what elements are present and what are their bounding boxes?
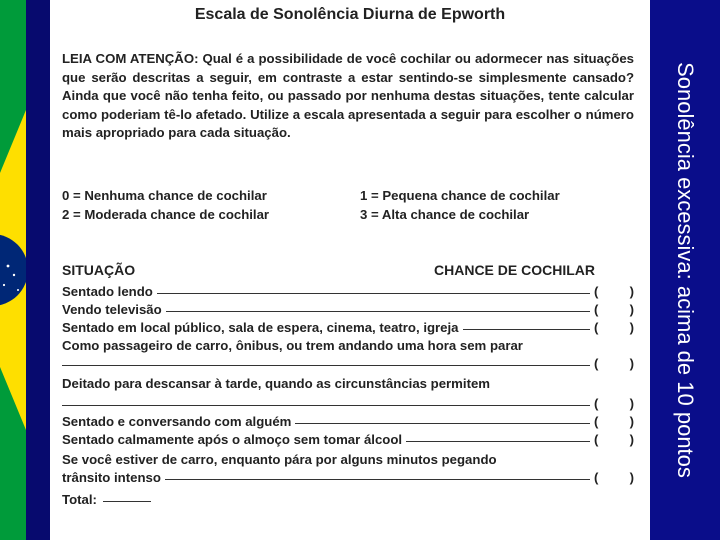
situation-label: Como passageiro de carro, ônibus, ou trem andando uma hora sem parar bbox=[62, 338, 523, 353]
answer-line bbox=[295, 423, 590, 424]
answer-line bbox=[406, 441, 590, 442]
answer-line bbox=[62, 405, 590, 406]
scale-2: 2 = Moderada chance de cochilar bbox=[62, 207, 270, 222]
answer-box: ( ) bbox=[594, 320, 634, 335]
situation-row bbox=[62, 376, 634, 391]
document-title: Escala de Sonolência Diurna de Epworth bbox=[194, 6, 506, 23]
situation-label: Sentado lendo bbox=[62, 284, 153, 299]
situation-label: Vendo televisão bbox=[62, 302, 162, 317]
total-row bbox=[62, 492, 155, 507]
scale-3: 3 = Alta chance de cochilar bbox=[360, 207, 530, 222]
scale-0: 0 = Nenhuma chance de cochilar bbox=[62, 188, 267, 203]
side-caption-panel bbox=[650, 0, 720, 540]
situation-row bbox=[62, 302, 634, 317]
answer-box: ( ) bbox=[594, 396, 634, 411]
situation-row bbox=[62, 452, 634, 467]
answer-line bbox=[166, 311, 590, 312]
intro-paragraph: LEIA COM ATENÇÃO: Qual é a possibilidade de você cochilar ou adormecer nas situações que serão descritas a seguir, em contraste a estar sentindo-se simplesmente cansado? Ainda que você não tenha feito, ou passado por nenhuma destas situações, tente calcular como poderiam tê-lo afetado. Utilize a escala apresentada a seguir para escolher o número mais apropriado para cada situação. bbox=[62, 51, 634, 141]
situation-row bbox=[62, 338, 634, 353]
chance-header: CHANCE DE COCHILAR bbox=[434, 262, 595, 278]
answer-line bbox=[165, 479, 590, 480]
situation-label: Deitado para descansar à tarde, quando as circunstâncias permitem bbox=[62, 376, 491, 391]
scale-1: 1 = Pequena chance de cochilar bbox=[360, 188, 560, 203]
situation-row-continuation bbox=[62, 396, 634, 411]
situation-row bbox=[62, 432, 634, 447]
situation-row bbox=[62, 470, 634, 485]
situation-header: SITUAÇÃO bbox=[62, 262, 136, 278]
situation-row bbox=[62, 284, 634, 299]
epworth-scale-document bbox=[50, 0, 650, 540]
situation-label: trânsito intenso bbox=[62, 470, 161, 485]
situation-label: Se você estiver de carro, enquanto pára por alguns minutos pegando bbox=[62, 452, 497, 467]
situation-row bbox=[62, 414, 634, 429]
answer-box: ( ) bbox=[594, 356, 634, 371]
answer-box: ( ) bbox=[594, 432, 634, 447]
answer-box: ( ) bbox=[594, 470, 634, 485]
situation-label: Sentado em local público, sala de espera, cinema, teatro, igreja bbox=[62, 320, 459, 335]
brazil-flag-image bbox=[0, 0, 26, 540]
left-dark-strip bbox=[26, 0, 50, 540]
total-line bbox=[103, 501, 151, 502]
answer-line bbox=[157, 293, 590, 294]
answer-box: ( ) bbox=[594, 284, 634, 299]
flag-graphic bbox=[0, 0, 26, 540]
situation-label: Sentado calmamente após o almoço sem tomar álcool bbox=[62, 432, 403, 447]
total-label: Total: bbox=[62, 492, 97, 507]
answer-line bbox=[463, 329, 590, 330]
answer-box: ( ) bbox=[594, 302, 634, 317]
situation-row bbox=[62, 320, 634, 335]
side-caption: Sonolência excessiva: acima de 10 pontos bbox=[673, 62, 698, 478]
situation-label: Sentado e conversando com alguém bbox=[62, 414, 292, 429]
situation-row-continuation bbox=[62, 356, 634, 371]
answer-box: ( ) bbox=[594, 414, 634, 429]
answer-line bbox=[62, 365, 590, 366]
